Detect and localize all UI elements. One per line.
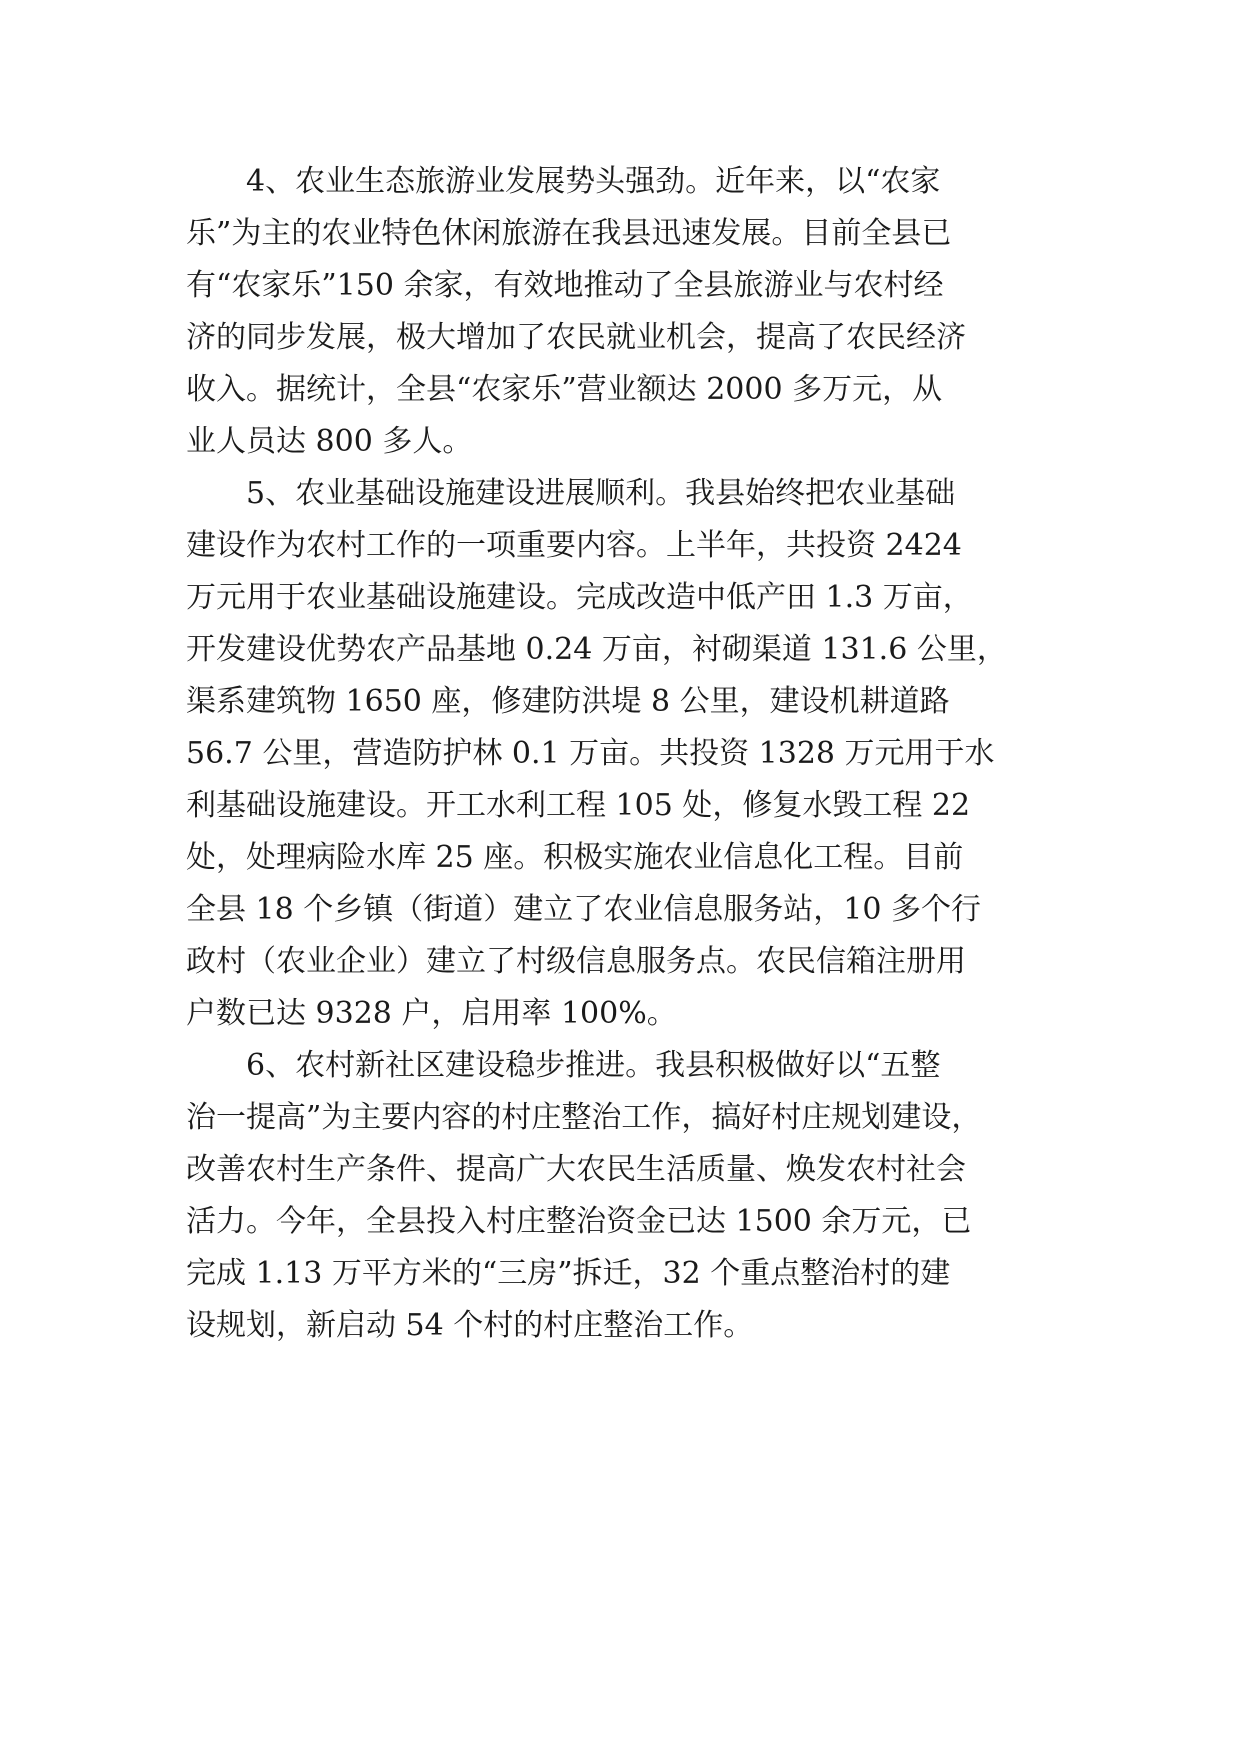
paragraph-line: 处，处理病险水库 25 座。积极实施农业信息化工程。目前 (186, 840, 964, 875)
paragraph-line: 全县 18 个乡镇（街道）建立了农业信息服务站，10 多个行 (186, 892, 981, 927)
paragraph-line: 业人员达 800 多人。 (186, 424, 473, 459)
paragraph-line: 设规划，新启动 54 个村的村庄整治工作。 (186, 1308, 754, 1343)
document-body (186, 156, 1046, 1352)
paragraph-line: 56.7 公里，营造防护林 0.1 万亩。共投资 1328 万元用于水 (186, 736, 995, 771)
paragraph-agri-eco-tourism (186, 156, 1046, 468)
paragraph-line: 完成 1.13 万平方米的“三房”拆迁，32 个重点整治村的建 (186, 1256, 951, 1291)
paragraph-line: 4、农业生态旅游业发展势头强劲。近年来，以“农家 (246, 164, 941, 199)
paragraph-line: 收入。据统计，全县“农家乐”营业额达 2000 多万元，从 (186, 372, 943, 407)
paragraph-line: 济的同步发展，极大增加了农民就业机会，提高了农民经济 (186, 320, 966, 355)
paragraph-agri-infrastructure (186, 468, 1046, 1040)
paragraph-line: 开发建设优势农产品基地 0.24 万亩，衬砌渠道 131.6 公里， (186, 632, 1007, 667)
paragraph-rural-community (186, 1040, 1046, 1352)
paragraph-line: 渠系建筑物 1650 座，修建防洪堤 8 公里，建设机耕道路 (186, 684, 950, 719)
paragraph-line: 有“农家乐”150 余家，有效地推动了全县旅游业与农村经 (186, 268, 944, 303)
paragraph-line: 5、农业基础设施建设进展顺利。我县始终把农业基础 (246, 476, 956, 511)
paragraph-line: 乐”为主的农业特色休闲旅游在我县迅速发展。目前全县已 (186, 216, 952, 251)
paragraph-line: 治一提高”为主要内容的村庄整治工作，搞好村庄规划建设， (186, 1100, 982, 1135)
paragraph-line: 建设作为农村工作的一项重要内容。上半年，共投资 2424 (186, 528, 962, 563)
paragraph-line: 户数已达 9328 户，启用率 100%。 (186, 996, 677, 1031)
paragraph-line: 万元用于农业基础设施建设。完成改造中低产田 1.3 万亩， (186, 580, 973, 615)
paragraph-line: 政村（农业企业）建立了村级信息服务点。农民信箱注册用 (186, 944, 966, 979)
paragraph-line: 利基础设施建设。开工水利工程 105 处，修复水毁工程 22 (186, 788, 971, 823)
paragraph-line: 改善农村生产条件、提高广大农民生活质量、焕发农村社会 (186, 1152, 966, 1187)
paragraph-line: 6、农村新社区建设稳步推进。我县积极做好以“五整 (246, 1048, 941, 1083)
paragraph-line: 活力。今年，全县投入村庄整治资金已达 1500 余万元，已 (186, 1204, 972, 1239)
